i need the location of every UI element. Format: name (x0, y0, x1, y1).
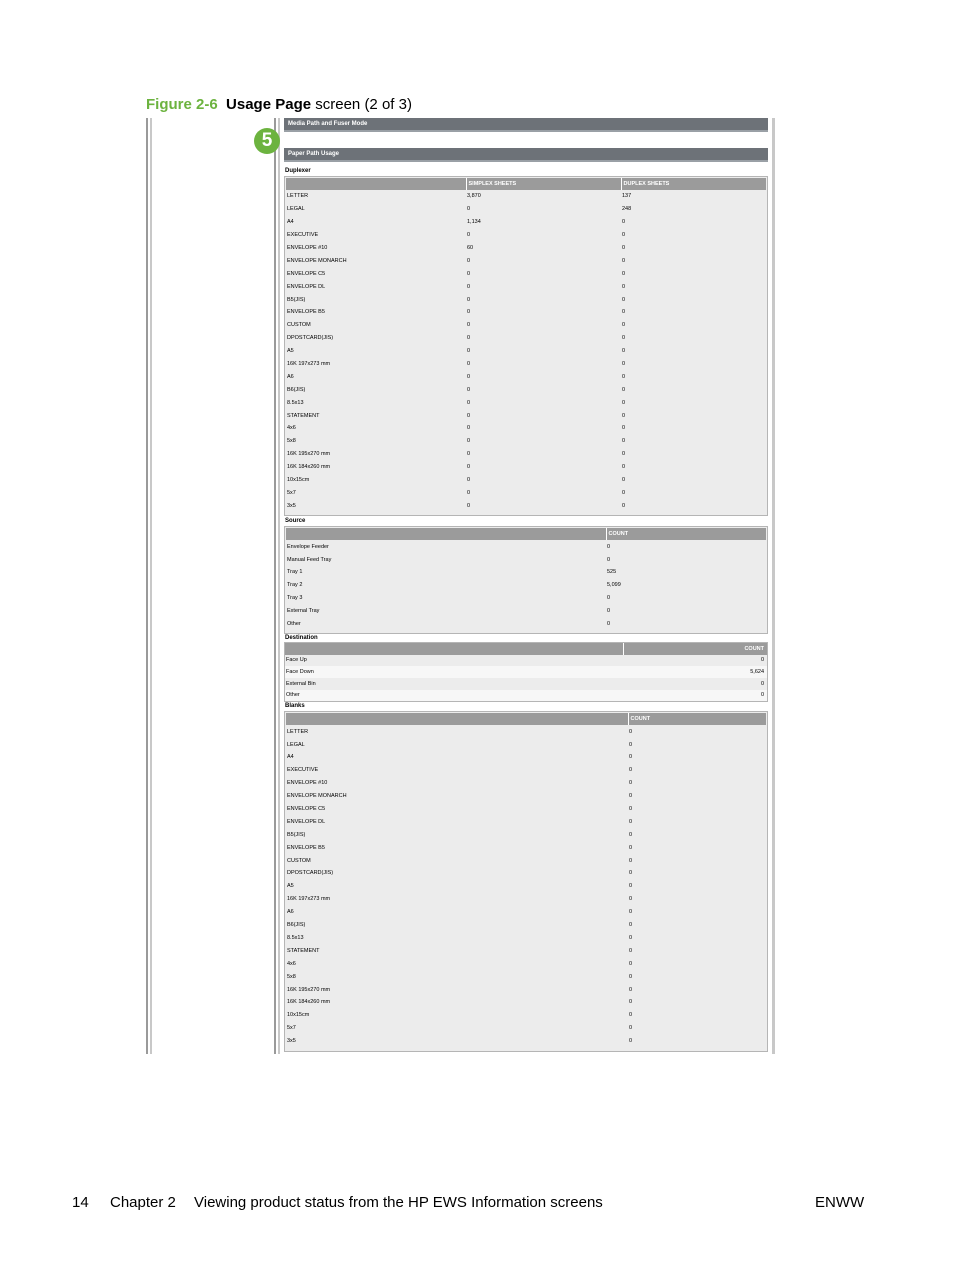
row-value: 0 (622, 283, 626, 290)
row-value: 0 (629, 767, 633, 774)
row-value: 0 (467, 335, 471, 342)
row-label: B5(JIS) (287, 296, 306, 303)
row-value: 0 (467, 502, 471, 509)
table-row (286, 1022, 766, 1035)
blanks-table (286, 713, 766, 1047)
table-row (286, 777, 766, 790)
row-value: 0 (760, 680, 764, 687)
table-row (286, 332, 766, 345)
row-label: Face Down (285, 666, 623, 678)
figure-number: Figure 2-6 (146, 96, 218, 113)
table-row (286, 790, 766, 803)
row-value: 0 (467, 438, 471, 445)
row-value: 0 (467, 451, 471, 458)
table-row (286, 983, 766, 996)
table-row (286, 841, 766, 854)
table-row (286, 815, 766, 828)
table-row (286, 254, 766, 267)
destination-header-name (285, 643, 623, 655)
row-label: Tray 2 (287, 582, 303, 589)
row-label: Other (285, 690, 623, 702)
table-row (286, 553, 766, 566)
row-value: 0 (467, 206, 471, 213)
row-value: 0 (467, 309, 471, 316)
row-value: 0 (607, 608, 611, 615)
source-table (286, 528, 766, 630)
row-value: 0 (622, 270, 626, 277)
row-value: 0 (467, 489, 471, 496)
row-value: 0 (622, 309, 626, 316)
row-value: 5,624 (623, 666, 767, 678)
table-row (285, 678, 767, 690)
table-row (286, 306, 766, 319)
row-label: Tray 3 (287, 595, 303, 602)
frame-line-left-inner (150, 118, 152, 1054)
table-row (286, 409, 766, 422)
table-row (286, 867, 766, 880)
table-row (285, 690, 767, 702)
table-row (286, 944, 766, 957)
row-label: 4x6 (287, 425, 296, 432)
table-row (286, 461, 766, 474)
table-row (286, 1009, 766, 1022)
row-value: 0 (467, 477, 471, 484)
row-value: 0 (629, 960, 633, 967)
row-label: ENVELOPE #10 (287, 245, 328, 251)
row-label: 10x15cm (287, 1012, 310, 1019)
table-row (286, 1035, 766, 1048)
row-value: 0 (629, 973, 633, 980)
row-value: 1,134 (467, 219, 481, 226)
source-panel (284, 526, 768, 633)
row-value: 0 (760, 657, 764, 664)
figure-title-rest: screen (2 of 3) (315, 96, 412, 113)
row-label: B6(JIS) (287, 386, 306, 393)
row-label: ENVELOPE B5 (287, 309, 325, 316)
row-value: 525 (607, 569, 617, 576)
row-value: 0 (467, 270, 471, 277)
table-row (286, 358, 766, 371)
row-value: 0 (629, 1012, 633, 1019)
duplexer-table (286, 178, 766, 512)
row-value: 0 (622, 361, 626, 368)
table-row (286, 499, 766, 512)
table-row (286, 828, 766, 841)
row-value: 0 (467, 361, 471, 368)
row-label: External Tray (287, 608, 320, 615)
blanks-section-label: Blanks (285, 703, 305, 710)
table-row (286, 203, 766, 216)
row-value: 0 (467, 296, 471, 303)
table-row (286, 854, 766, 867)
table-row (286, 566, 766, 579)
row-value: 0 (622, 232, 626, 239)
duplexer-header-name (286, 178, 466, 190)
row-label: 16K 197x273 mm (287, 361, 331, 368)
row-label: CUSTOM (287, 322, 311, 329)
row-label: 8.5x13 (287, 934, 304, 941)
row-label: 16K 184x260 mm (287, 999, 331, 1006)
table-row (286, 751, 766, 764)
row-label: 5x7 (287, 1025, 296, 1032)
row-value: 0 (629, 883, 633, 890)
row-value: 0 (467, 257, 471, 264)
row-label: A4 (287, 754, 294, 761)
row-label: LETTER (287, 728, 309, 735)
row-label: B5(JIS) (287, 831, 306, 838)
row-value: 0 (629, 844, 633, 851)
row-label: DPOSTCARD(JIS) (287, 335, 334, 342)
row-value: 0 (629, 896, 633, 903)
row-label: Other (287, 621, 301, 628)
row-value: 0 (467, 283, 471, 290)
table-row (286, 957, 766, 970)
table-row (286, 216, 766, 229)
table-row (286, 970, 766, 983)
table-row (286, 932, 766, 945)
duplexer-rows (286, 190, 766, 512)
table-row (286, 293, 766, 306)
table-row (286, 280, 766, 293)
table-row (286, 486, 766, 499)
destination-table (285, 643, 767, 702)
row-label: CUSTOM (287, 857, 311, 864)
table-row (286, 893, 766, 906)
table-row (286, 422, 766, 435)
row-label: Face Up (286, 657, 307, 664)
row-value: 0 (622, 489, 626, 496)
row-label: A4 (287, 219, 294, 226)
row-label: Tray 1 (287, 569, 303, 576)
row-value: 0 (622, 464, 626, 471)
row-label: ENVELOPE #10 (287, 780, 328, 787)
row-label: A6 (287, 373, 294, 380)
table-row (286, 540, 766, 553)
row-value: 0 (623, 690, 767, 702)
row-value: 0 (467, 412, 471, 419)
table-row (286, 996, 766, 1009)
row-label: ENVELOPE C5 (287, 270, 326, 277)
table-row (285, 666, 767, 678)
row-label: B6(JIS) (287, 922, 306, 929)
footer-chapter-title: Viewing product status from the HP EWS Information screens (194, 1194, 603, 1211)
row-label: ENVELOPE B5 (287, 844, 325, 851)
blanks-rows (286, 725, 766, 1047)
row-label: 3x5 (287, 502, 296, 509)
row-value: 0 (629, 741, 633, 748)
row-value: 0 (629, 934, 633, 941)
row-label: External Bin (286, 680, 316, 687)
table-row (286, 919, 766, 932)
row-label: 8.5x13 (287, 399, 304, 406)
row-value: 248 (622, 206, 632, 213)
row-value: 0 (629, 728, 633, 735)
row-value: 0 (622, 257, 626, 264)
blanks-header-name (286, 713, 628, 725)
row-value: 0 (622, 502, 626, 509)
row-label: Envelope Feeder (287, 543, 329, 550)
source-header-count: COUNT (606, 528, 766, 540)
row-value: 0 (629, 818, 633, 825)
figure-title-bold: Usage Page (226, 96, 312, 113)
table-row (285, 655, 767, 667)
row-label: ENVELOPE DL (287, 818, 326, 825)
row-label: Manual Feed Tray (287, 556, 332, 563)
table-row (286, 579, 766, 592)
row-value: 0 (622, 412, 626, 419)
row-value: 0 (629, 947, 633, 954)
row-value: 0 (629, 857, 633, 864)
row-value: 0 (622, 373, 626, 380)
row-value: 0 (629, 870, 633, 877)
row-value: 0 (622, 348, 626, 355)
blanks-header-count: COUNT (628, 713, 766, 725)
figure-caption (146, 96, 412, 113)
footer-page-number: 14 (72, 1194, 89, 1211)
table-row (286, 229, 766, 242)
table-row (286, 880, 766, 893)
row-value: 0 (467, 386, 471, 393)
table-row (286, 345, 766, 358)
duplexer-header-simplex: SIMPLEX SHEETS (466, 178, 621, 190)
row-value: 3,870 (467, 193, 481, 200)
frame-line-right (772, 118, 775, 1054)
row-value: 5,099 (607, 582, 621, 589)
table-row (286, 764, 766, 777)
row-value: 0 (622, 451, 626, 458)
table-row (286, 319, 766, 332)
duplexer-header-duplex: DUPLEX SHEETS (621, 178, 766, 190)
row-label: A6 (287, 909, 294, 916)
row-value: 0 (629, 1038, 633, 1045)
row-value: 0 (629, 793, 633, 800)
table-row (286, 725, 766, 738)
table-row (286, 474, 766, 487)
table-row (286, 267, 766, 280)
row-value: 0 (622, 322, 626, 329)
row-value: 0 (607, 595, 611, 602)
row-label: 5x8 (287, 973, 296, 980)
destination-rows (285, 655, 767, 702)
row-label: DPOSTCARD(JIS) (287, 870, 334, 877)
source-header-name (286, 528, 606, 540)
table-row (286, 383, 766, 396)
row-value: 0 (629, 780, 633, 787)
row-label: ENVELOPE MONARCH (287, 793, 347, 800)
row-label: 4x6 (287, 960, 296, 967)
table-row (286, 370, 766, 383)
table-row (286, 396, 766, 409)
row-label: 5x8 (287, 438, 296, 445)
row-value: 0 (467, 232, 471, 239)
row-value: 0 (622, 399, 626, 406)
row-label: 16K 195x270 mm (287, 451, 331, 458)
row-value: 0 (629, 806, 633, 813)
frame-line-mid-inner (278, 118, 280, 1054)
row-value: 0 (622, 219, 626, 226)
table-row (286, 738, 766, 751)
source-section-label: Source (285, 518, 306, 525)
row-label: EXECUTIVE (287, 767, 319, 774)
destination-header-count: COUNT (623, 643, 767, 655)
row-value: 0 (622, 438, 626, 445)
footer-chapter: Chapter 2 (110, 1194, 176, 1211)
row-value: 0 (629, 1025, 633, 1032)
row-value: 0 (607, 621, 611, 628)
row-value: 0 (622, 425, 626, 432)
table-row (286, 803, 766, 816)
table-row (286, 242, 766, 255)
row-label: ENVELOPE DL (287, 283, 326, 290)
row-value: 0 (629, 754, 633, 761)
row-label: 16K 184x260 mm (287, 464, 331, 471)
row-label: ENVELOPE MONARCH (287, 257, 347, 264)
row-value: 0 (607, 556, 611, 563)
row-value: 0 (607, 543, 611, 550)
row-label: STATEMENT (287, 412, 320, 419)
row-label: 5x7 (287, 489, 296, 496)
paper-path-usage-bar: Paper Path Usage (284, 148, 768, 162)
frame-line-mid (274, 118, 276, 1054)
row-value: 0 (622, 477, 626, 484)
table-row (286, 190, 766, 203)
media-path-fuser-mode-bar: Media Path and Fuser Mode (284, 118, 768, 132)
table-row (286, 435, 766, 448)
row-value: 0 (467, 425, 471, 432)
table-row (286, 906, 766, 919)
table-row (286, 448, 766, 461)
row-label: A5 (287, 883, 294, 890)
frame-line-left (146, 118, 148, 1054)
row-label: ENVELOPE C5 (287, 806, 326, 813)
footer-enww: ENWW (815, 1194, 865, 1211)
row-value: 0 (622, 386, 626, 393)
row-value: 0 (467, 373, 471, 380)
row-value: 0 (629, 922, 633, 929)
row-value: 0 (467, 399, 471, 406)
row-value: 0 (467, 322, 471, 329)
destination-panel (284, 642, 768, 703)
destination-section-label: Destination (285, 634, 318, 641)
table-row (286, 605, 766, 618)
duplexer-section-label: Duplexer (285, 168, 311, 174)
table-row (286, 618, 766, 631)
row-label: LEGAL (287, 206, 305, 213)
row-label: A5 (287, 348, 294, 355)
row-value: 0 (467, 464, 471, 471)
source-rows (286, 540, 766, 630)
row-label: LEGAL (287, 741, 305, 748)
row-label: STATEMENT (287, 947, 320, 954)
row-value: 0 (629, 831, 633, 838)
row-label: LETTER (287, 193, 309, 200)
blanks-panel (284, 711, 768, 1051)
row-label: 16K 197x273 mm (287, 896, 331, 903)
row-value: 0 (629, 999, 633, 1006)
row-label: 3x5 (287, 1038, 296, 1045)
table-row (286, 592, 766, 605)
row-value: 0 (622, 296, 626, 303)
row-value: 0 (629, 909, 633, 916)
row-value: 0 (467, 348, 471, 355)
row-value: 60 (467, 245, 474, 251)
row-value: 137 (622, 193, 632, 200)
row-label: 10x15cm (287, 477, 310, 484)
row-value: 0 (622, 245, 626, 251)
usage-page-content (284, 118, 768, 1052)
row-label: EXECUTIVE (287, 232, 319, 239)
duplexer-panel (284, 176, 768, 516)
row-label: 16K 195x270 mm (287, 986, 331, 993)
row-value: 0 (622, 335, 626, 342)
step-number-badge: 5 (254, 128, 280, 154)
row-value: 0 (629, 986, 633, 993)
